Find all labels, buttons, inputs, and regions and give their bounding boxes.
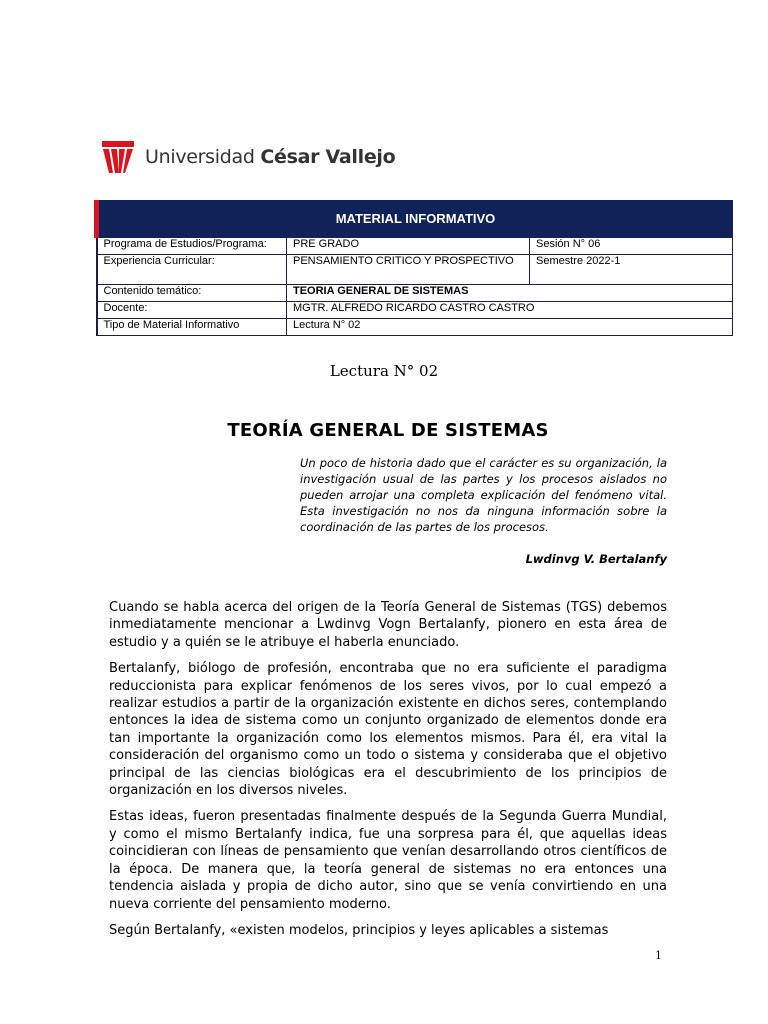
paragraph: Estas ideas, fueron presentadas finalmente después de la Segunda Guerra Mundial, y como el mismo Bertalanfy indica, fue una sorpresa para él, que aquellas ideas coincidieran con líneas de pensamiento que venían desarrollando otros científicos de la época. De manera que, la teoría general de sistemas no era entonces una tendencia aislada y propia de dicho autor, sino que se venía convirtiendo en una nueva corriente del pensamiento moderno.: [109, 809, 667, 912]
table-header: MATERIAL INFORMATIVO: [97, 201, 733, 238]
course-info-table: [94, 200, 733, 336]
table-row: [97, 238, 733, 255]
paragraph: Cuando se habla acerca del origen de la Teoría General de Sistemas (TGS) debemos inmediatamente mencionar a Lwdinvg Vogn Bertalanfy, pionero en esta área de estudio y a quién se le atribuye el haberla enunciado.: [109, 600, 667, 650]
ucv-shield-icon: [101, 139, 135, 175]
row-label: Docente:: [97, 302, 287, 319]
university-name: Universidad César Vallejo: [145, 146, 396, 168]
row-label: Experiencia Curricular:: [97, 255, 287, 285]
row-value: Lectura N° 02: [287, 319, 733, 336]
table-row: [97, 255, 733, 285]
table-row: [97, 319, 733, 336]
table-row: [97, 302, 733, 319]
row-value: PRE GRADO: [287, 238, 530, 255]
paragraph: Según Bertalanfy, «existen modelos, principios y leyes aplicables a sistemas: [109, 922, 609, 938]
epigraph-quote: Un poco de historia dado que el carácter es su organización, la investigación usual de las partes y los procesos aislados no pueden arrojar una completa explicación del fenómeno vital. Esta investigación no nos da ninguna información sobre la coordinación de las partes de los procesos.: [300, 456, 667, 534]
row-value: TEORIA GENERAL DE SISTEMAS: [287, 285, 733, 302]
quote-author: Lwdinvg V. Bertalanfy: [525, 552, 667, 566]
row-extra: Semestre 2022-1: [530, 255, 733, 285]
document-title: TEORÍA GENERAL DE SISTEMAS: [227, 420, 549, 441]
paragraph: Bertalanfy, biólogo de profesión, encontraba que no era suficiente el paradigma reduccionista para explicar fenómenos de los seres vivos, por lo cual empezó a realizar estudios a partir de la organización existente en dichos seres, contemplando entonces la idea de sistema como un conjunto organizado de elementos donde era tan importante la organización como los elementos mismos. Para él, era vital la consideración del organismo como un todo o sistema y consideraba que el objetivo principal de las ciencias biológicas era el descubrimiento de los principios de organización en los diversos niveles.: [109, 661, 667, 799]
row-value: MGTR. ALFREDO RICARDO CASTRO CASTRO: [287, 302, 733, 319]
row-extra: Sesión N° 06: [530, 238, 733, 255]
row-label: Contenido temático:: [97, 285, 287, 302]
lectura-label: Lectura N° 02: [329, 362, 439, 380]
page-number: 1: [655, 949, 662, 962]
row-value: PENSAMIENTO CRITICO Y PROSPECTIVO: [287, 255, 530, 285]
row-label: Programa de Estudios/Programa:: [97, 238, 287, 255]
university-logo: [101, 139, 395, 175]
row-label: Tipo de Material Informativo: [97, 319, 287, 336]
table-row: [97, 285, 733, 302]
body-text: [109, 599, 667, 948]
